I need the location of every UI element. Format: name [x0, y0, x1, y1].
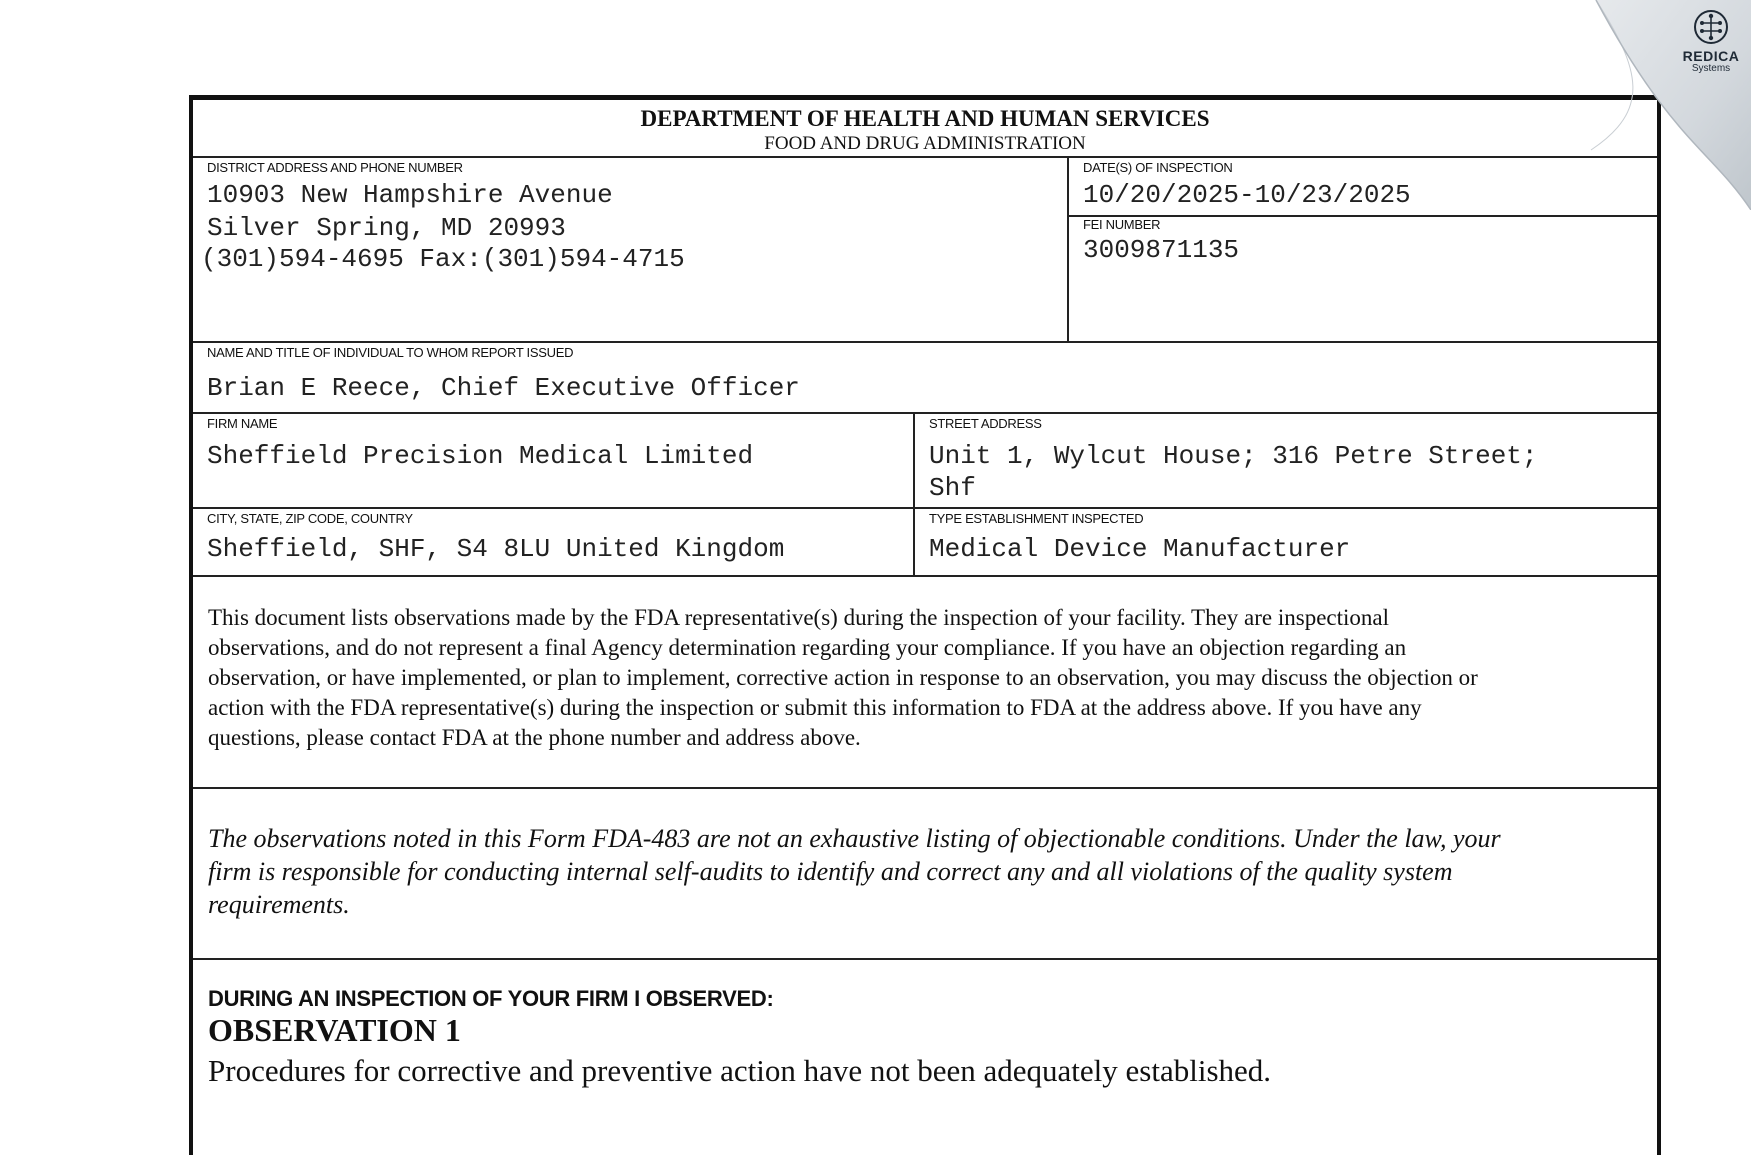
- firm-label: FIRM NAME: [207, 416, 278, 431]
- observations-section: [193, 960, 1657, 1160]
- fei-label: FEI NUMBER: [1083, 217, 1161, 232]
- redica-watermark: [1551, 0, 1751, 210]
- individual-value: Brian E Reece, Chief Executive Officer: [207, 373, 800, 403]
- disclaimer-line: The observations noted in this Form FDA-483 are not an exhaustive listing of objectionable conditions. Under the law, your: [208, 824, 1501, 853]
- disclaimer-paragraph: [208, 822, 1632, 921]
- street-label: STREET ADDRESS: [929, 416, 1042, 431]
- district-line1: 10903 New Hampshire Avenue: [207, 180, 613, 210]
- fei-value: 3009871135: [1083, 235, 1240, 265]
- department-title: DEPARTMENT OF HEALTH AND HUMAN SERVICES: [640, 106, 1210, 131]
- firm-cell: [193, 414, 913, 507]
- city-row: [193, 509, 1657, 577]
- redica-sub-text: Systems: [1691, 63, 1731, 74]
- observation-text: Procedures for corrective and preventive action have not been adequately established.: [208, 1053, 1272, 1088]
- disclaimer-line: firm is responsible for conducting internal self-audits to identify and correct any and all violations of the quality system: [208, 857, 1453, 886]
- establishment-cell: [913, 509, 1657, 575]
- notice-line: observations, and do not represent a final Agency determination regarding your compliance. If you have an objection regarding an: [208, 635, 1407, 660]
- firm-value: Sheffield Precision Medical Limited: [207, 441, 754, 471]
- fei-cell: [1069, 215, 1657, 341]
- individual-label: NAME AND TITLE OF INDIVIDUAL TO WHOM REPORT ISSUED: [207, 345, 574, 360]
- district-cell: [193, 158, 1067, 341]
- street-line1: Unit 1, Wylcut House; 316 Petre Street;: [929, 441, 1538, 471]
- notice-paragraph: [208, 603, 1632, 753]
- street-cell: [913, 414, 1657, 507]
- notice-line: This document lists observations made by the FDA representative(s) during the inspection of your facility. They are inspectional: [208, 605, 1390, 630]
- observations-intro: DURING AN INSPECTION OF YOUR FIRM I OBSERVED:: [208, 986, 774, 1011]
- city-label: CITY, STATE, ZIP CODE, COUNTRY: [207, 511, 413, 526]
- individual-row: [193, 343, 1657, 414]
- dates-value: 10/20/2025-10/23/2025: [1083, 180, 1411, 210]
- form-header: [193, 100, 1657, 158]
- notice-line: observation, or have implemented, or plan to implement, corrective action in response to an observation, you may discuss the objection or: [208, 665, 1478, 690]
- fda-483-form: [189, 95, 1661, 1155]
- street-line2: Shf: [929, 473, 976, 503]
- redica-brand-text: REDICA: [1682, 48, 1740, 64]
- dates-label: DATE(S) OF INSPECTION: [1083, 160, 1233, 175]
- disclaimer-section: [193, 789, 1657, 960]
- redica-logo-icon: [1693, 9, 1729, 45]
- observation-title: OBSERVATION 1: [208, 1012, 461, 1048]
- notice-line: questions, please contact FDA at the phone number and address above.: [208, 725, 861, 750]
- city-cell: [193, 509, 913, 575]
- establishment-value: Medical Device Manufacturer: [929, 534, 1351, 564]
- notice-section: [193, 577, 1657, 789]
- notice-line: action with the FDA representative(s) during the inspection or submit this information to FDA at the address above. If you have any: [208, 695, 1422, 720]
- district-label: DISTRICT ADDRESS AND PHONE NUMBER: [207, 160, 463, 175]
- agency-title: FOOD AND DRUG ADMINISTRATION: [764, 133, 1086, 154]
- city-value: Sheffield, SHF, S4 8LU United Kingdom: [207, 534, 785, 564]
- district-row: [193, 158, 1657, 343]
- disclaimer-line: requirements.: [208, 890, 350, 919]
- district-phone: (301)594-4695 Fax:(301)594-4715: [201, 244, 685, 274]
- district-line2: Silver Spring, MD 20993: [207, 213, 566, 243]
- establishment-label: TYPE ESTABLISHMENT INSPECTED: [929, 511, 1144, 526]
- firm-row: [193, 414, 1657, 509]
